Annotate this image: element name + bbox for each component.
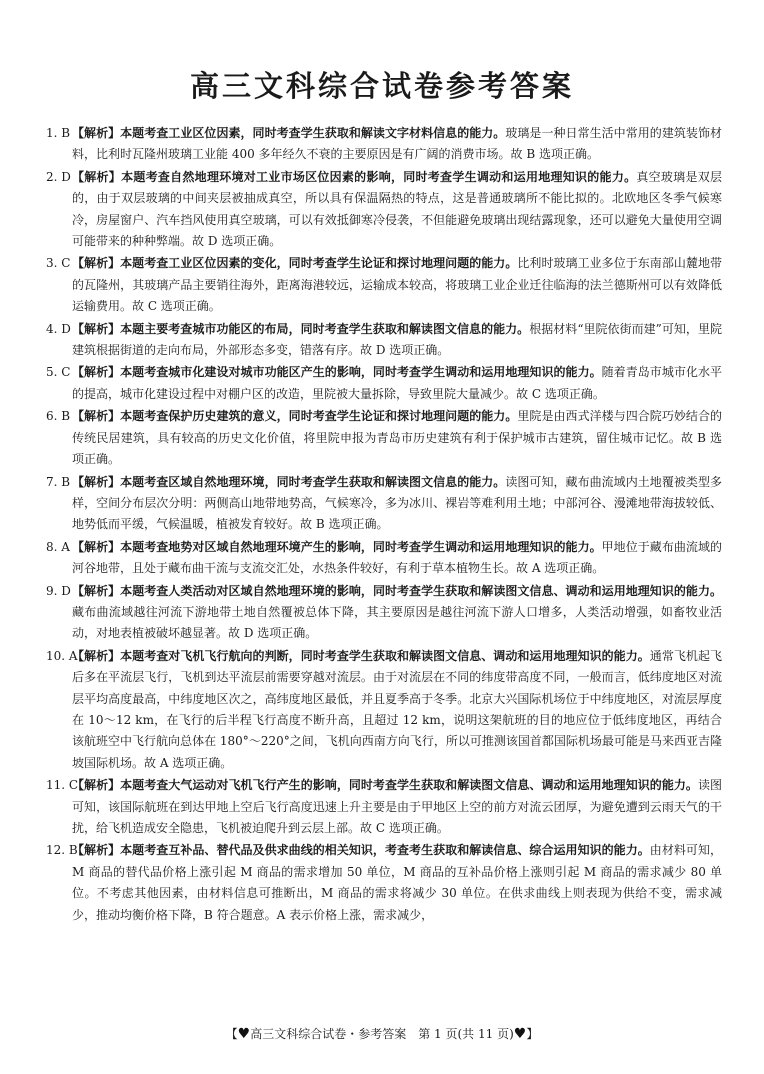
footer-bracket-right: 】 — [526, 1027, 539, 1041]
analysis-text: 藏布曲流域越往河流下游地带土地自然覆被总体下降，其主要原因是越往河流下游人口增多，人类活动增强，如畜牧业活动，对地表植被破坏越显著。故 D 选项正确。 — [72, 604, 722, 641]
analysis-text: 通常飞机起飞后多在平流层飞行，飞机到达平流层前需要穿越对流层。由于对流层在不同的纬度带高度不同，一般而言，低纬度地区对流层平均高度最高，中纬度地区次之，高纬度地区最低，并且夏季高于冬季。北京大兴国际机场位于中纬度地区，对流层厚度在 10～12 km，在飞行的后半程飞行高度不断升高，且超过 12 km，说明这架航班的目的地应位于低纬度地区，再结合该航班空中飞行航向总体在 180°～220°之间，飞机向西南方向飞行，所以可推测该国首都国际机场最可能是马来西亚吉隆坡国际机场。故 A 选项正确。 — [72, 648, 722, 770]
analysis-text: 读图可知，藏布曲流域内土地覆被类型多样，空间分布层次分明：两侧高山地带地势高，气候寒冷，多为冰川、裸岩等难利用土地；中部河谷、漫滩地带海拔较低、地势低而平缓，气候温暖，植被发育较好。故 B 选项正确。 — [72, 474, 722, 532]
answer-item — [46, 253, 722, 317]
analysis-label: 【解析】本题考查对飞机飞行航向的判断，同时考查学生获取和解读图文信息、调动和运用地理知识的能力。 — [72, 648, 650, 663]
analysis-label: 【解析】本题主要考查城市功能区的布局，同时考查学生获取和解读图文信息的能力。 — [72, 321, 530, 336]
answer-item — [46, 167, 722, 253]
answer-number: 9. D — [46, 583, 71, 598]
answer-item — [46, 646, 722, 774]
answer-item — [46, 123, 722, 166]
answer-number: 10. A — [46, 648, 78, 663]
analysis-label: 【解析】本题考查地势对区域自然地理环境产生的影响，同时考查学生调动和运用地理知识的能力。 — [72, 539, 602, 554]
footer-text: 高三文科综合试卷・参考答案 第 1 页(共 11 页) — [250, 1027, 514, 1041]
footer-bracket-left: 【 — [225, 1027, 238, 1041]
answer-number: 1. B — [46, 126, 71, 140]
analysis-text: 读图可知，该国际航班在到达甲地上空后飞行高度迅速上升主要是由于甲地区上空的前方对流云团厚，为避免遭到云雨天气的干扰，给飞机造成安全隐患，飞机被迫爬升到云层上部。故 C 选项正确。 — [72, 778, 722, 835]
answer-item — [46, 362, 722, 405]
answer-number: 5. C — [46, 365, 71, 380]
answer-number: 6. B — [46, 409, 71, 424]
answer-item — [46, 581, 722, 645]
analysis-text: 由材料可知，M 商品的替代品价格上涨引起 M 商品的需求增加 50 单位，M 商品的互补品价格上涨则引起 M 商品的需求减少 80 单位。不考虑其他因素，由材料信息可推断出，M 商品的需求将减少 30 单位。在供求曲线上则表现为供给不变，需求减少，推动均衡价格下降，B 符合题意。A 表示价格上涨，需求减少， — [72, 843, 722, 922]
analysis-text: 比利时玻璃工业多位于东南部山麓地带的瓦隆州，其玻璃产品主要销往海外，距离海港较远，运输成本较高，将玻璃工业企业迁往临海的法兰德斯州可以有效降低运输费用。故 C 选项正确。 — [72, 256, 722, 314]
page-title: 高三文科综合试卷参考答案 — [189, 69, 574, 103]
heart-icon: ♥ — [237, 1026, 251, 1042]
analysis-label: 【解析】本题考查城市化建设对城市功能区产生的影响，同时考查学生调动和运用地理知识的能力。 — [72, 365, 602, 380]
answers-body — [46, 123, 722, 927]
analysis-label: 【解析】本题考查工业区位因素的变化，同时考查学生论证和探讨地理问题的能力。 — [72, 256, 518, 271]
answer-item — [46, 472, 722, 536]
analysis-text: 根据材料“里院依街而建”可知，里院建筑根据街道的走向布局，外部形态多变，错落有序。故 D 选项正确。 — [72, 321, 722, 358]
analysis-text: 随着青岛市城市化水平的提高，城市化建设过程中对棚户区的改造，里院被大量拆除，导致里院大量减少。故 C 选项正确。 — [72, 365, 722, 401]
answer-item — [46, 775, 722, 839]
answer-item — [46, 319, 722, 362]
analysis-label: 【解析】本题考查区域自然地理环境，同时考查学生获取和解读图文信息的能力。 — [72, 474, 506, 489]
answer-number: 4. D — [46, 321, 71, 336]
analysis-text: 真空玻璃是双层的，由于双层玻璃的中间夹层被抽成真空，所以具有保温隔热的特点，这是普通玻璃所不能比拟的。北欧地区冬季气候寒冷，房屋窗户、汽车挡风使用真空玻璃，可以有效抵御寒冷侵袭，不但能避免玻璃出现结露现象，还可以避免大量使用空调可能带来的种种弊端。故 D 选项正确。 — [72, 169, 722, 249]
analysis-label: 【解析】本题考查互补品、替代品及供求曲线的相关知识，考查考生获取和解读信息、综合运用知识的能力。 — [72, 843, 650, 858]
answer-number: 3. C — [46, 256, 71, 271]
answer-number: 11. C — [46, 778, 79, 793]
analysis-label: 【解析】本题考查工业区位因素，同时考查学生获取和解读文字材料信息的能力。 — [72, 126, 506, 140]
analysis-label: 【解析】本题考查保护历史建筑的意义，同时考查学生论证和探讨地理问题的能力。 — [72, 409, 518, 424]
answer-item — [46, 406, 722, 470]
analysis-label: 【解析】本题考查大气运动对飞机飞行产生的影响，同时考查学生获取和解读图文信息、调动和运用地理知识的能力。 — [72, 778, 698, 793]
answer-number: 2. D — [46, 169, 71, 184]
analysis-label: 【解析】本题考查自然地理环境对工业市场区位因素的影响，同时考查学生调动和运用地理知识的能力。 — [72, 169, 637, 184]
analysis-text: 里院是由西式洋楼与四合院巧妙结合的传统民居建筑，具有较高的历史文化价值，将里院申报为青岛市历史建筑有利于保护城市古建筑，留住城市记忆。故 B 选项正确。 — [72, 409, 722, 467]
analysis-text: 玻璃是一种日常生活中常用的建筑装饰材料，比利时瓦隆州玻璃工业能 400 多年经久不衰的主要原因是有广阔的消费市场。故 B 选项正确。 — [72, 126, 722, 162]
answer-item — [46, 537, 722, 580]
page-footer — [0, 1025, 764, 1042]
heart-icon: ♥ — [513, 1026, 527, 1042]
answer-number: 7. B — [46, 474, 71, 489]
analysis-label: 【解析】本题考查人类活动对区域自然地理环境的影响，同时考查学生获取和解读图文信息、调动和运用地理知识的能力。 — [72, 583, 722, 598]
answer-number: 8. A — [46, 539, 70, 554]
answer-number: 12. B — [46, 843, 78, 858]
answer-item — [46, 840, 722, 926]
analysis-text: 甲地位于藏布曲流域的河谷地带，且处于藏布曲干流与支流交汇处，水热条件较好，有利于草本植物生长。故 A 选项正确。 — [72, 539, 722, 576]
